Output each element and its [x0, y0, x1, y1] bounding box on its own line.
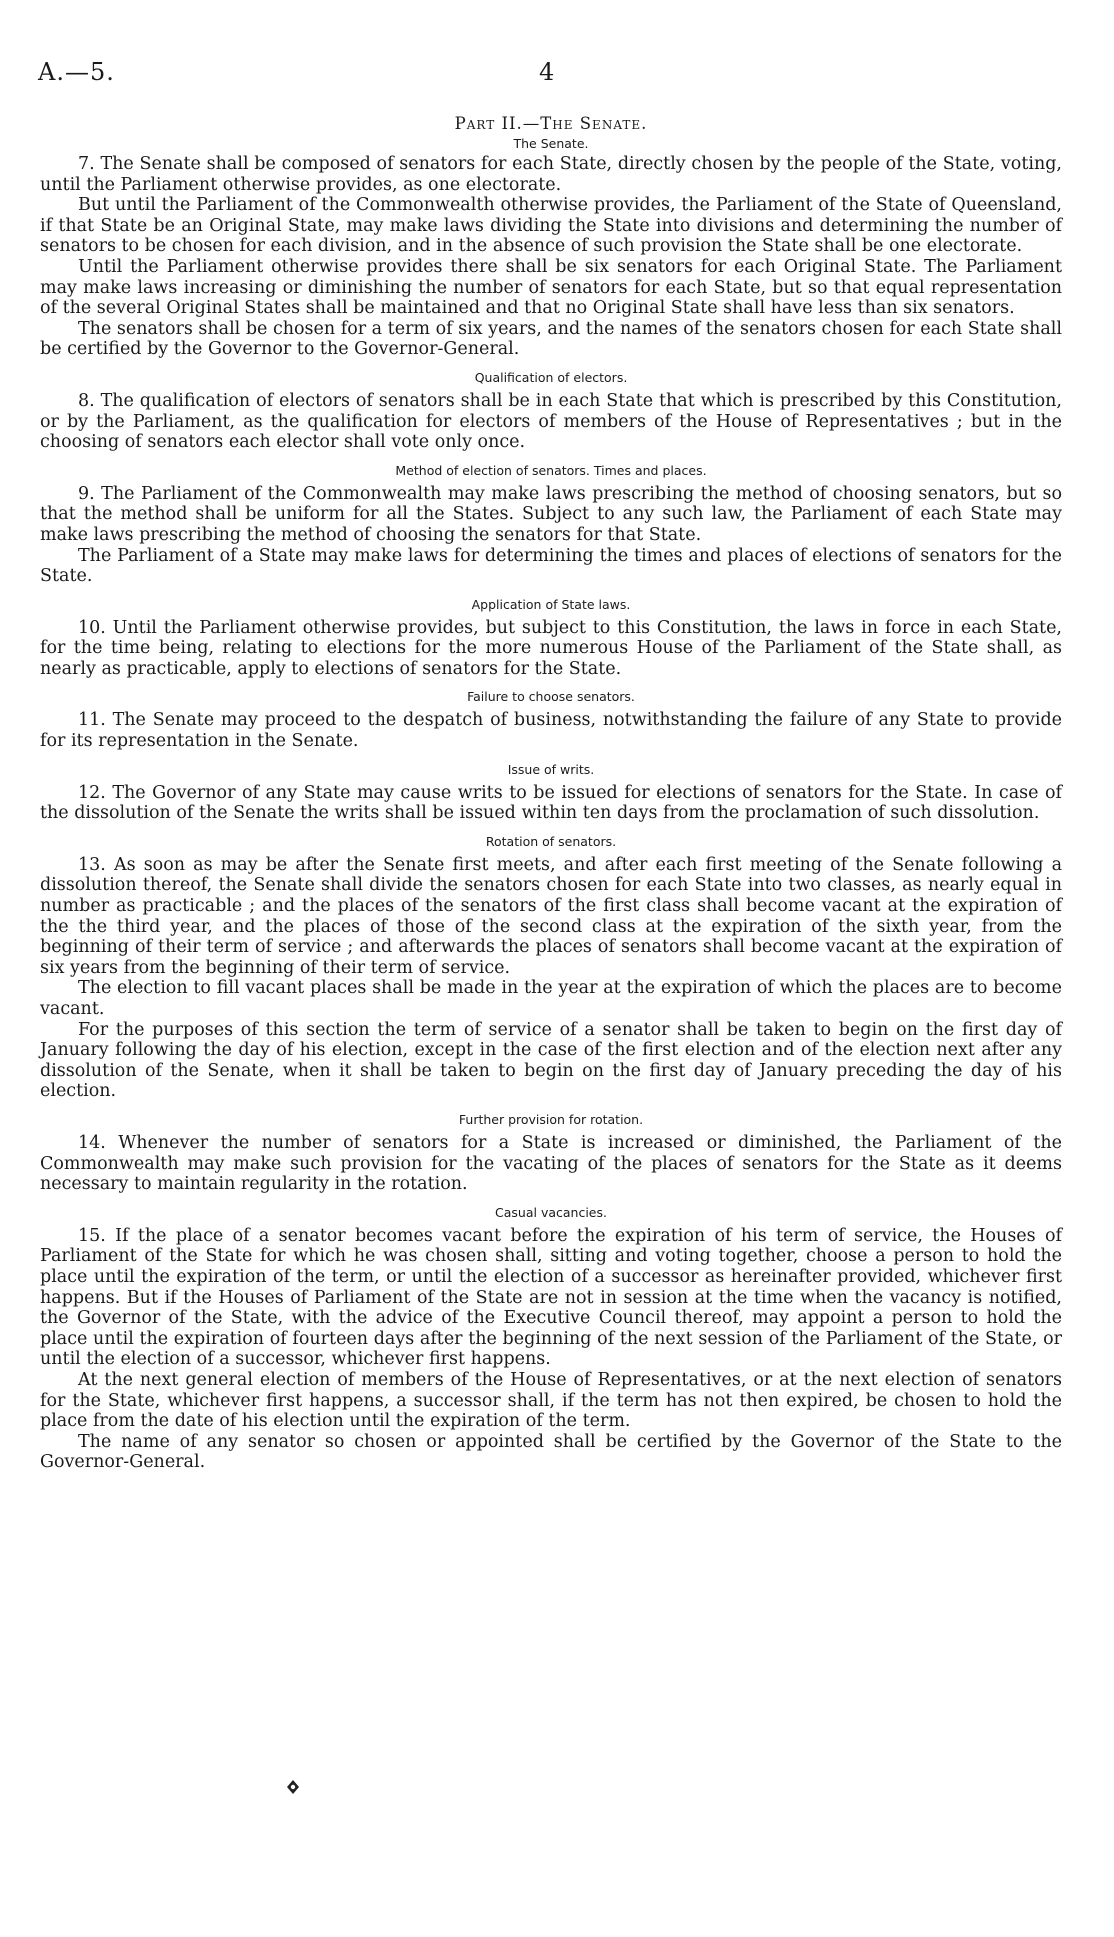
- paragraph: 9. The Parliament of the Commonwealth may make laws prescribing the method of choosing senators, but so that the method shall be uniform for all the States. Subject to any such law, the Parliament of each State may make laws prescribing the method of choosing the senators for that State.: [40, 483, 1062, 545]
- ornament-glyph: [285, 1779, 301, 1795]
- section-issue-of-writs: [40, 762, 1062, 824]
- section-heading: Method of election of senators. Times and places.: [395, 462, 707, 478]
- paragraph: 8. The qualification of electors of senators shall be in each State that which is prescribed by this Constitution, or by the Parliament, as the qualification for electors of members of the House of Representatives ; but in the choosing of senators each elector shall vote only once.: [40, 390, 1062, 453]
- section-heading: Further provision for rotation.: [458, 1111, 644, 1127]
- section-application-of-state-laws: [40, 597, 1062, 680]
- paragraph: The election to fill vacant places shall be made in the year at the expiration of which the places are to become vacant.: [40, 978, 1062, 1019]
- paragraph: 11. The Senate may proceed to the despatch of business, notwithstanding the failure of any State to provide for its representation in the Senate.: [40, 710, 1062, 752]
- document-reference: A.—5.: [38, 58, 115, 86]
- section-heading: Casual vacancies.: [495, 1204, 607, 1220]
- section-casual-vacancies: [40, 1205, 1062, 1473]
- section-senate: [40, 136, 1062, 360]
- page-body: [40, 114, 1062, 1483]
- paragraph: 14. Whenever the number of senators for a State is increased or diminished, the Parliament of the Commonwealth may make such provision for the vacating of the places of senators for the State as it deems necessary to maintain regularity in the rotation.: [40, 1132, 1062, 1195]
- paragraph: But until the Parliament of the Commonwealth otherwise provides, the Parliament of the State of Queensland, if that State be an Original State, may make laws dividing the State into divisions and determining the number of senators to be chosen for each division, and in the absence of such provision the State shall be one electorate.: [40, 195, 1062, 257]
- paragraph: The senators shall be chosen for a term of six years, and the names of the senators chosen for each State shall be certified by the Governor to the Governor-General.: [40, 318, 1062, 360]
- paragraph: Until the Parliament otherwise provides there shall be six senators for each Original State. The Parliament may make laws increasing or diminishing the number of senators for each State, but so that equal representation of the several Original States shall be maintained and that no Original State shall have less than six senators.: [40, 256, 1062, 319]
- section-heading: Failure to choose senators.: [467, 689, 635, 705]
- paragraph: The name of any senator so chosen or appointed shall be certified by the Governor of the State to the Governor-General.: [40, 1431, 1062, 1473]
- section-heading: The Senate.: [513, 136, 589, 151]
- section-qualification-of-electors: [40, 370, 1062, 453]
- part-title: Part II.—The Senate.: [454, 114, 648, 133]
- section-heading: Application of State laws.: [471, 596, 631, 612]
- paragraph: At the next general election of members of the House of Representatives, or at the next election of senators for the State, whichever first happens, a successor shall, if the term has not then expired, be chosen to hold the place from the date of his election until the expiration of the term.: [40, 1369, 1062, 1432]
- section-further-provision-for-rotation: [40, 1112, 1062, 1195]
- section-heading: Issue of writs.: [507, 761, 595, 777]
- paragraph: 15. If the place of a senator becomes vacant before the expiration of his term of service, the Houses of Parliament of the State for which he was chosen shall, sitting and voting together, choose a person to hold the place until the expiration of the term, or until the election of a successor as hereinafter provided, whichever first happens. But if the Houses of Parliament of the State are not in session at the time when the vacancy is notified, the Governor of the State, with the advice of the Executive Council thereof, may appoint a person to hold the place until the expiration of fourteen days after the beginning of the next session of the Parliament of the State, or until the election of a successor, whichever first happens.: [40, 1225, 1062, 1370]
- paragraph: 7. The Senate shall be composed of senators for each State, directly chosen by the people of the State, voting, until the Parliament otherwise provides, as one electorate.: [40, 154, 1062, 195]
- section-heading: Rotation of senators.: [485, 833, 617, 849]
- paragraph: 13. As soon as may be after the Senate first meets, and after each first meeting of the Senate following a dissolution thereof, the Senate shall divide the senators chosen for each State into two classes, as nearly equal in number as practicable ; and the places of the senators of the first class shall become vacant at the expiration of the the third year, and the places of those of the second class at the expiration of the sixth year, from the beginning of their term of service ; and afterwards the places of senators shall become vacant at the expiration of six years from the beginning of their term of service.: [40, 854, 1062, 978]
- paragraph: 12. The Governor of any State may cause writs to be issued for elections of senators for the State. In case of the dissolution of the Senate the writs shall be issued within ten days from the proclamation of such dissolution.: [40, 782, 1062, 824]
- section-heading: Qualification of electors.: [474, 369, 628, 385]
- paragraph: The Parliament of a State may make laws for determining the times and places of elections of senators for the State.: [40, 545, 1062, 587]
- paragraph: For the purposes of this section the term of service of a senator shall be taken to begin on the first day of January following the day of his election, except in the case of the first election and of the election next after any dissolution of the Senate, when it shall be taken to begin on the first day of January preceding the day of his election.: [40, 1019, 1062, 1102]
- section-failure-to-choose-senators: [40, 689, 1062, 751]
- paragraph: 10. Until the Parliament otherwise provides, but subject to this Constitution, the laws in force in each State, for the time being, relating to elections for the more numerous House of the Parliament of the State shall, as nearly as practicable, apply to elections of senators for the State.: [40, 617, 1062, 679]
- section-method-of-election: [40, 463, 1062, 587]
- section-rotation-of-senators: [40, 834, 1062, 1102]
- printer-ornament-icon: [285, 1779, 301, 1799]
- page-number: 4: [539, 58, 555, 86]
